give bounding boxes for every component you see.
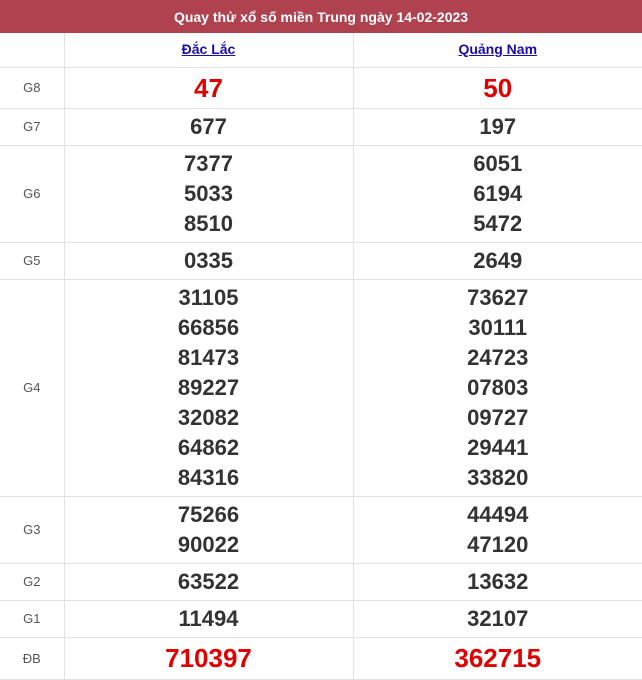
prize-number: 32082 bbox=[177, 404, 240, 430]
prize-cell bbox=[64, 145, 353, 242]
prize-number: 84316 bbox=[177, 464, 240, 490]
prize-cell bbox=[353, 496, 642, 563]
prize-number: 6194 bbox=[473, 180, 523, 206]
prize-label: G2 bbox=[0, 563, 64, 600]
prize-cell bbox=[353, 67, 642, 108]
prize-row bbox=[0, 279, 642, 496]
prize-cell bbox=[64, 637, 353, 679]
prize-number: 7377 bbox=[184, 150, 233, 176]
prize-number: 75266 bbox=[177, 501, 240, 527]
prize-number: 30111 bbox=[468, 314, 528, 340]
prize-number: 47 bbox=[194, 72, 223, 103]
prize-number: 197 bbox=[479, 113, 517, 139]
prize-number: 50 bbox=[483, 72, 513, 103]
prize-cell bbox=[353, 279, 642, 496]
prize-number: 73627 bbox=[467, 284, 529, 310]
prize-cell bbox=[64, 242, 353, 279]
prize-cell bbox=[64, 496, 353, 563]
prize-row bbox=[0, 145, 642, 242]
prize-number: 0335 bbox=[184, 247, 233, 273]
prize-number: 677 bbox=[190, 113, 227, 139]
prize-number: 81473 bbox=[177, 344, 240, 370]
prize-number: 31105 bbox=[178, 284, 239, 310]
header-empty-cell bbox=[0, 33, 64, 67]
prize-cell bbox=[353, 637, 642, 679]
prize-cell bbox=[353, 563, 642, 600]
prize-cell bbox=[64, 67, 353, 108]
prize-row bbox=[0, 108, 642, 145]
prize-label: G4 bbox=[0, 279, 64, 496]
prize-number: 47120 bbox=[467, 531, 529, 557]
prize-number: 5033 bbox=[184, 180, 233, 206]
prize-label: G5 bbox=[0, 242, 64, 279]
header-province-cell bbox=[353, 33, 642, 67]
prize-label: G3 bbox=[0, 496, 64, 563]
prize-row bbox=[0, 496, 642, 563]
prize-row bbox=[0, 242, 642, 279]
special-prize-number: 710397 bbox=[165, 643, 252, 673]
prize-label: G6 bbox=[0, 145, 64, 242]
prize-number: 64862 bbox=[177, 434, 240, 460]
prize-number: 5472 bbox=[473, 210, 523, 236]
prize-cell bbox=[353, 600, 642, 637]
province-link-quang-nam[interactable]: Quảng Nam bbox=[458, 40, 538, 57]
prize-cell bbox=[64, 108, 353, 145]
prize-number: 8510 bbox=[184, 210, 233, 236]
prize-cell bbox=[64, 600, 353, 637]
prize-cell bbox=[353, 108, 642, 145]
prize-number: 13632 bbox=[467, 568, 529, 594]
special-prize-number: 362715 bbox=[454, 643, 542, 673]
prize-row bbox=[0, 600, 642, 637]
prize-cell bbox=[64, 563, 353, 600]
prize-number: 09727 bbox=[467, 404, 529, 430]
prize-number: 32107 bbox=[467, 605, 529, 631]
prize-label: G8 bbox=[0, 67, 64, 108]
prize-number: 90022 bbox=[177, 531, 240, 557]
province-link-dac-lac[interactable]: Đắc Lắc bbox=[181, 40, 236, 57]
prize-number: 2649 bbox=[473, 247, 523, 273]
prize-number: 33820 bbox=[467, 464, 529, 490]
prize-number: 07803 bbox=[467, 374, 529, 400]
prize-number: 63522 bbox=[177, 568, 240, 594]
prize-number: 89227 bbox=[177, 374, 240, 400]
prize-row bbox=[0, 563, 642, 600]
header-province-cell bbox=[64, 33, 353, 67]
prize-number: 6051 bbox=[473, 150, 523, 176]
prize-row bbox=[0, 67, 642, 108]
prize-number: 44494 bbox=[467, 501, 529, 527]
prize-cell bbox=[64, 279, 353, 496]
prize-cell bbox=[353, 242, 642, 279]
prize-number: 11494 bbox=[178, 605, 239, 631]
prize-number: 24723 bbox=[467, 344, 529, 370]
results-table bbox=[0, 33, 642, 680]
prize-cell bbox=[353, 145, 642, 242]
prize-label: G7 bbox=[0, 108, 64, 145]
prize-label: G1 bbox=[0, 600, 64, 637]
page-title: Quay thử xổ số miền Trung ngày 14-02-2023 bbox=[0, 0, 642, 33]
prize-label: ĐB bbox=[0, 637, 64, 679]
prize-row bbox=[0, 637, 642, 679]
prize-number: 29441 bbox=[467, 434, 529, 460]
table-header-row bbox=[0, 33, 642, 67]
prize-number: 66856 bbox=[177, 314, 240, 340]
